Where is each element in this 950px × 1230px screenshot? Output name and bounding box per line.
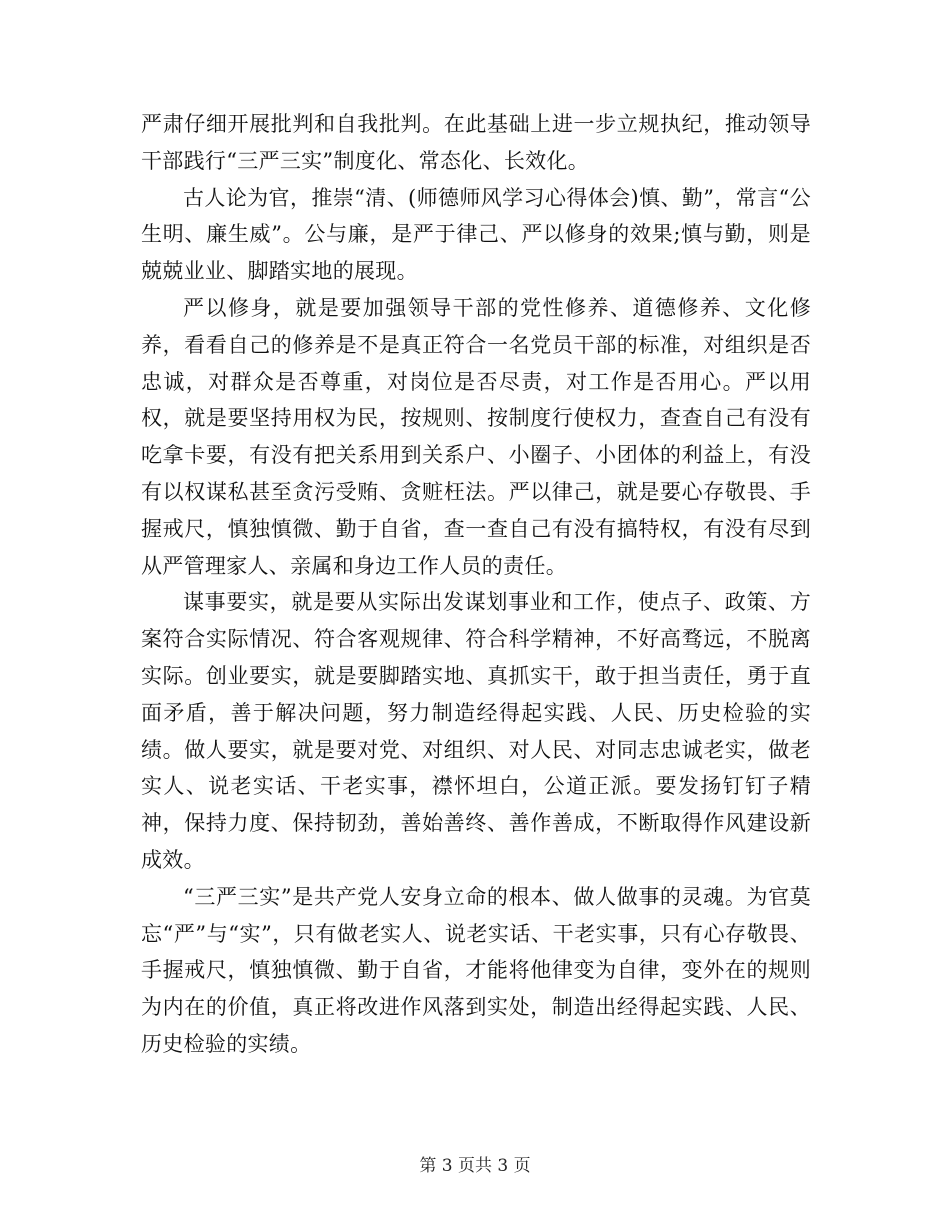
document-body <box>141 106 811 1063</box>
paragraph-conclusion: “三严三实”是共产党人安身立命的根本、做人做事的灵魂。为官莫忘“严”与“实”，只有做老实人、说老实话、干老实事，只有心存敬畏、手握戒尺，慎独慎微、勤于自省，才能将他律变为自律，变外在的规则为内在的价值，真正将改进作风落到实处，制造出经得起实践、人民、历史检验的实绩。 <box>141 884 811 1056</box>
page-number-footer: 第 3 页共 3 页 <box>419 1156 531 1176</box>
paragraph-three-stricts: 严以修身，就是要加强领导干部的党性修养、道德修养、文化修养，看看自己的修养是不是真正符合一名党员干部的标准，对组织是否忠诚，对群众是否尊重，对岗位是否尽责，对工作是否用心。严以用权，就是要坚持用权为民，按规则、按制度行使权力，查查自己有没有吃拿卡要，有没有把关系用到关系户、小圈子、小团体的利益上，有没有以权谋私甚至贪污受贿、贪赃枉法。严以律己，就是要心存敬畏、手握戒尺，慎独慎微、勤于自省，查一查自己有没有搞特权，有没有尽到从严管理家人、亲属和身边工作人员的责任。 <box>141 295 811 578</box>
paragraph-ancient-officials: 古人论为官，推崇“清、(师德师风学习心得体会)慎、勤”，常言“公生明、廉生威”。公与廉，是严于律己、严以修身的效果;慎与勤，则是兢兢业业、脚踏实地的展现。 <box>141 185 811 284</box>
paragraph-continued: 严肃仔细开展批判和自我批判。在此基础上进一步立规执纪，推动领导干部践行“三严三实”制度化、常态化、长效化。 <box>141 112 811 173</box>
paragraph-three-solids: 谋事要实，就是要从实际出发谋划事业和工作，使点子、政策、方案符合实际情况、符合客观规律、符合科学精神，不好高骛远，不脱离实际。创业要实，就是要脚踏实地、真抓实干，敢于担当责任，勇于直面矛盾，善于解决问题，努力制造经得起实践、人民、历史检验的实绩。做人要实，就是要对党、对组织、对人民、对同志忠诚老实，做老实人、说老实话、干老实事，襟怀坦白，公道正派。要发扬钉钉子精神，保持力度、保持韧劲，善始善终、善作善成，不断取得作风建设新成效。 <box>141 590 811 872</box>
